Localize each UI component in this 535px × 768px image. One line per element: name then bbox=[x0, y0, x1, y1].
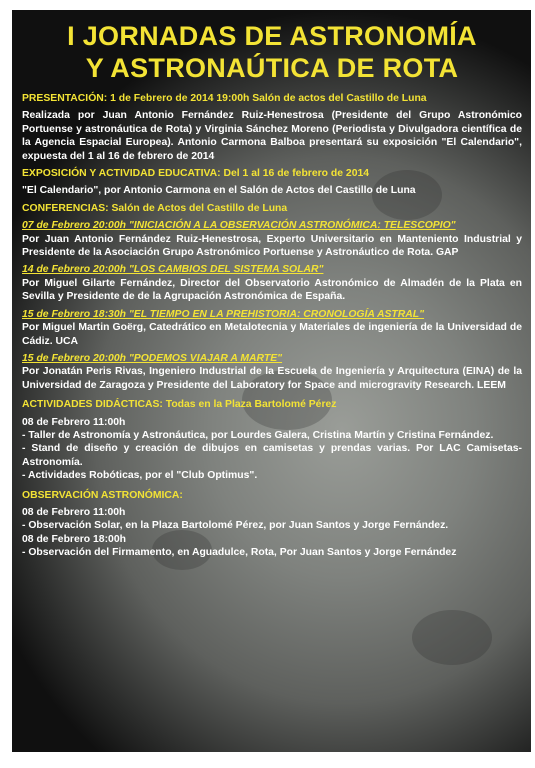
conferencia-title: 15 de Febrero 20:00h "PODEMOS VIAJAR A MARTE" bbox=[22, 352, 283, 364]
conferencia-body: Por Miguel Gilarte Fernández, Director del Observatorio Astronómico de Almadén de la Plata en Sevilla y Presidente de de la Agrupación Astronómica de España. bbox=[22, 277, 522, 303]
conferencia-title: 07 de Febrero 20:00h "INICIACIÓN A LA OBSERVACIÓN ASTRONÓMICA: TELESCOPIO" bbox=[22, 220, 456, 232]
observacion-item: - Observación Solar, en la Plaza Bartolomé Pérez, por Juan Santos y Jorge Fernández. bbox=[22, 520, 449, 532]
moon-crater bbox=[412, 610, 492, 665]
actividad-item: - Taller de Astronomía y Astronáutica, por Lourdes Galera, Cristina Martín y Cristina Fernández. bbox=[22, 429, 494, 441]
exposicion-body: "El Calendario", por Antonio Carmona en el Salón de Actos del Castillo de Luna bbox=[22, 185, 416, 197]
conferencias-heading: CONFERENCIAS: Salón de Actos del Castillo de Luna bbox=[22, 202, 288, 214]
observacion-heading: OBSERVACIÓN ASTRONÓMICA: bbox=[22, 489, 183, 501]
observacion-date: 08 de Febrero 18:00h bbox=[22, 533, 126, 545]
exposicion-heading: EXPOSICIÓN Y ACTIVIDAD EDUCATIVA: Del 1 al 16 de febrero de 2014 bbox=[22, 168, 370, 180]
observacion-date: 08 de Febrero 11:00h bbox=[22, 506, 126, 518]
conferencia-body: Por Jonatán Peris Rivas, Ingeniero Industrial de la Escuela de Ingeniería y Arquitectura (EINA) de la Universidad de Zaragoza y Presidente del Laboratory for Space and microgravity Research. LEEM bbox=[22, 366, 522, 391]
presentacion-heading: PRESENTACIÓN: 1 de Febrero de 2014 19:00h Salón de actos del Castillo de Luna bbox=[22, 93, 427, 104]
observacion-item: - Observación del Firmamento, en Aguadulce, Rota, Por Juan Santos y Jorge Fernández bbox=[22, 547, 457, 559]
actividades-date: 08 de Febrero 11:00h bbox=[22, 416, 126, 428]
actividad-item: - Stand de diseño y creación de dibujos en camisetas y prendas varias. Por LAC Camisetas-Astronomía. bbox=[22, 443, 522, 468]
conferencia-body: Por Juan Antonio Fernández Ruiz-Henestrosa, Experto Universitario en Manteniento Industrial y Presidente de la Asociación Grupo Astronómico Portuense y Astronáutico de Rota. GAP bbox=[22, 233, 522, 259]
conferencia-title: 15 de Febrero 18:30h "EL TIEMPO EN LA PREHISTORIA: CRONOLOGÍA ASTRAL" bbox=[22, 308, 425, 320]
poster-content bbox=[22, 10, 522, 560]
poster bbox=[12, 10, 531, 752]
conferencia-title: 14 de Febrero 20:00h "LOS CAMBIOS DEL SISTEMA SOLAR" bbox=[22, 264, 324, 276]
actividades-heading: ACTIVIDADES DIDÁCTICAS: Todas en la Plaza Bartolomé Pérez bbox=[22, 399, 337, 411]
actividad-item: - Actividades Robóticas, por el "Club Optimus". bbox=[22, 470, 258, 482]
title-line2: Y ASTRONAÚTICA DE ROTA bbox=[85, 53, 459, 83]
presentacion-body: Realizada por Juan Antonio Fernández Ruiz-Henestrosa (Presidente del Grupo Astronómico Portuense y astronáutica de Rota) y Virginia Sánchez Moreno (Periodista y Divulgadora científica de la Agencia Espacial Europea). Antonio Carmona Balboa presentará su exposición "El Calendario", expuesta del 1 al 16 de febrero de 2014 bbox=[22, 110, 522, 162]
title-line1: I JORNADAS DE ASTRONOMÍA bbox=[67, 21, 477, 51]
conferencia-body: Por Miguel Martin Goërg, Catedrático en Metalotecnia y Materiales de ingeniería de la Universidad de Cádiz. UCA bbox=[22, 322, 522, 347]
